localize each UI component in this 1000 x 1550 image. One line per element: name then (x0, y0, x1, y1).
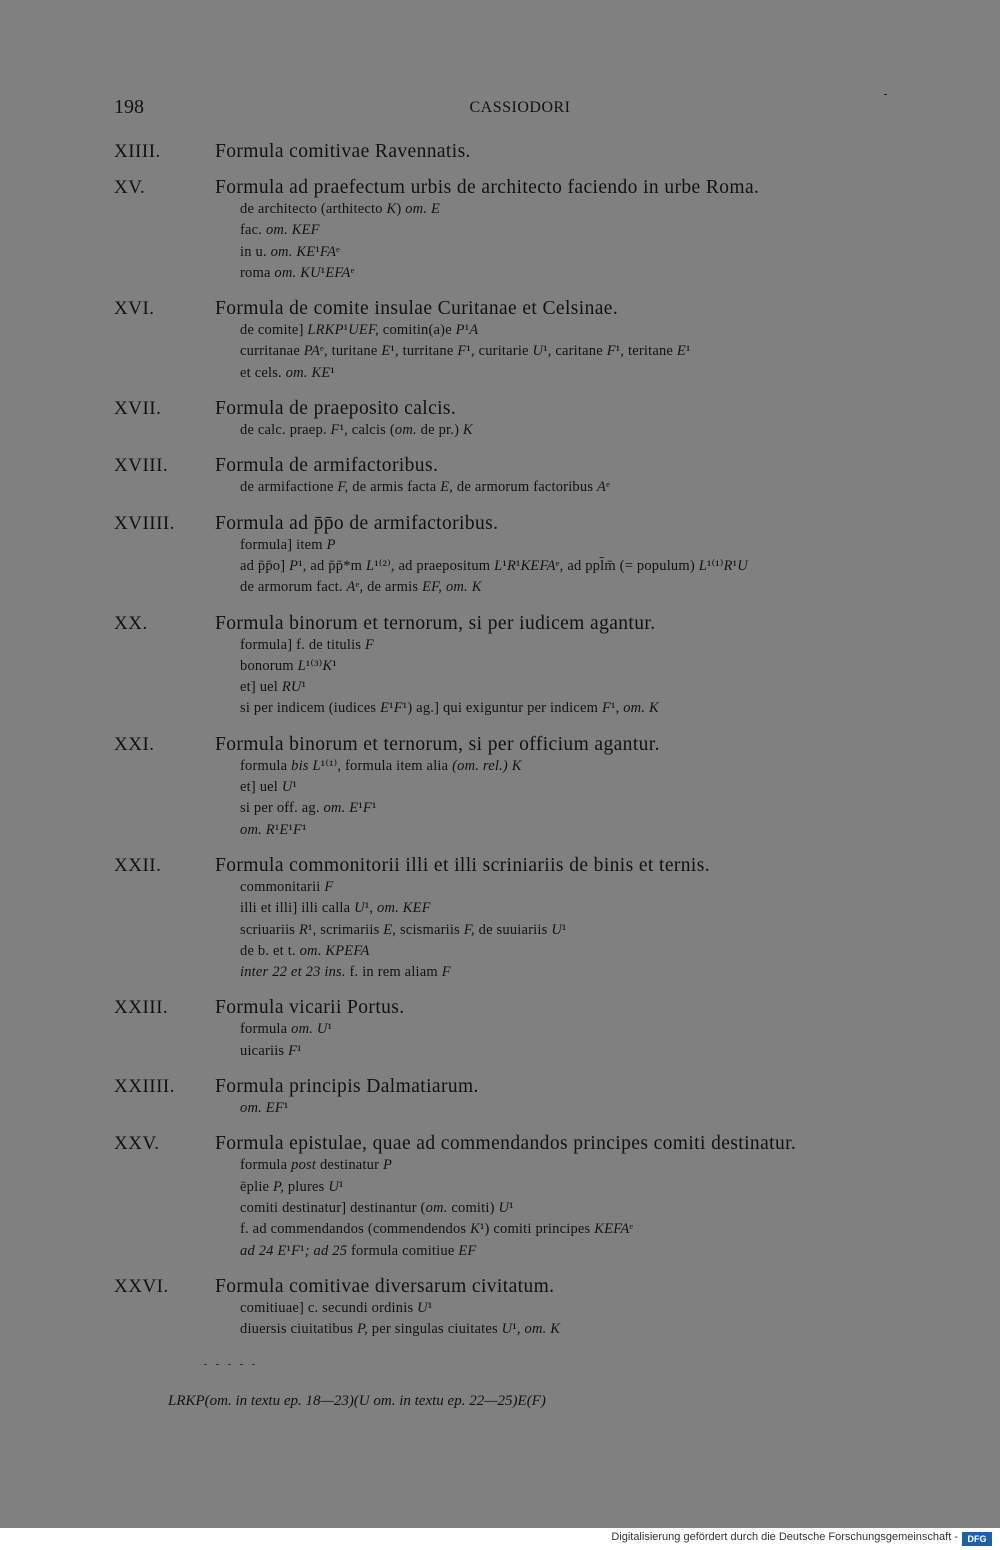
entry-heading (114, 398, 944, 420)
apparatus-line: de architecto (arthitecto K) om. E (240, 201, 441, 217)
apparatus-line: ēplie P, plures U¹ (240, 1178, 344, 1195)
entry-numeral: XXVI. (114, 1275, 169, 1297)
apparatus-line: de calc. praep. F¹, calcis (om. de pr.) K (240, 422, 473, 439)
entry-numeral: XXIIII. (114, 1076, 176, 1098)
entry-title: Formula epistulae, quae ad commendandos principes comiti destinatur. (215, 1133, 797, 1155)
entry-numeral: XX. (114, 612, 148, 634)
apparatus-line: formula] f. de titulis F (240, 636, 375, 653)
apparatus-line: formula post destinatur P (240, 1157, 393, 1174)
apparatus-notes (240, 420, 944, 441)
formula-entry (114, 1133, 944, 1261)
entry-numeral: XXI. (114, 733, 155, 755)
formula-entry (114, 298, 944, 384)
apparatus-notes (240, 1155, 944, 1261)
apparatus-line: in u. om. KE¹FAᵉ (240, 243, 341, 260)
entry-heading (114, 613, 944, 635)
apparatus-line: et] uel U¹ (240, 779, 298, 796)
credit-text: Digitalisierung gefördert durch die Deutsche Forschungsgemeinschaft - (611, 1531, 958, 1543)
apparatus-line: de armifactione F, de armis facta E, de armorum factoribus Aᵉ (240, 479, 610, 496)
entry-heading (114, 1133, 944, 1155)
entry-heading (114, 298, 944, 320)
formula-entry (114, 855, 944, 983)
apparatus-line: si per off. ag. om. E¹F¹ (240, 800, 377, 817)
entry-title: Formula de praeposito calcis. (215, 398, 457, 420)
entry-title: Formula binorum et ternorum, si per iudicem agantur. (215, 612, 656, 634)
apparatus-line: f. ad commendandos (commendendos K¹) comiti principes KEFAᵉ (240, 1221, 634, 1238)
entry-numeral: XVII. (114, 398, 162, 420)
apparatus-line: de comite] LRKP¹UEF, comitin(a)e P¹A (240, 322, 479, 339)
formula-entry (114, 177, 944, 284)
formula-entry (114, 455, 944, 498)
apparatus-notes (240, 1019, 944, 1062)
entry-title: Formula commonitorii illi et illi scriniariis de binis et ternis. (215, 854, 711, 876)
apparatus-line: formula bis L¹⁽¹⁾, formula item alia (om. rel.) K (240, 757, 522, 774)
formula-entry (114, 734, 944, 841)
formula-list (114, 141, 944, 1354)
entry-heading (114, 141, 944, 163)
entry-title: Formula principis Dalmatiarum. (215, 1076, 479, 1098)
apparatus-line: inter 22 et 23 ins. f. in rem aliam F (240, 964, 451, 981)
apparatus-notes (240, 635, 944, 720)
apparatus-notes (240, 1098, 944, 1119)
apparatus-line: commonitarii F (240, 878, 334, 895)
entry-numeral: XXIII. (114, 997, 169, 1019)
entry-title: Formula binorum et ternorum, si per officium agantur. (215, 733, 660, 755)
apparatus-notes (240, 477, 944, 498)
apparatus-line: curritanae PAᵉ, turitane E¹, turritane F¹, curitarie U¹, caritane F¹, teritane E¹ (240, 343, 691, 360)
entry-title: Formula comitivae diversarum civitatum. (215, 1275, 555, 1297)
footer-note: LRKP(om. in textu ep. 18—23)(U om. in textu ep. 22—25)E(F) (168, 1393, 546, 1409)
apparatus-line: bonorum L¹⁽³⁾K¹ (240, 657, 337, 674)
apparatus-notes (240, 199, 944, 284)
apparatus-line: et cels. om. KE¹ (240, 364, 335, 381)
entry-title: Formula de armifactoribus. (215, 455, 439, 477)
apparatus-notes (240, 756, 944, 841)
apparatus-line: formula om. U¹ (240, 1021, 333, 1038)
page-number: 198 (114, 96, 144, 118)
apparatus-line: ad p̄p̄o] P¹, ad p̄p̄*m L¹⁽²⁾, ad praepositum L¹R¹KEFAᵉ, ad ppl̄m̄ (= populum) L¹⁽¹⁾R¹U (240, 557, 748, 574)
entry-numeral: XXV. (114, 1133, 160, 1155)
entry-title: Formula vicarii Portus. (215, 997, 405, 1019)
formula-entry (114, 513, 944, 599)
entry-heading (114, 997, 944, 1019)
formula-entry (114, 1076, 944, 1119)
dfg-logo-icon[interactable]: DFG (962, 1532, 992, 1546)
formula-entry (114, 997, 944, 1062)
entry-title: Formula ad praefectum urbis de architecto faciendo in urbe Roma. (215, 177, 760, 198)
running-head: CASSIODORI (469, 99, 571, 116)
entry-numeral: XXII. (114, 854, 162, 876)
entry-title: Formula ad p̄p̄o de armifactoribus. (215, 512, 499, 534)
formula-entry (114, 613, 944, 720)
credit-bar (0, 1528, 1000, 1550)
apparatus-line: roma om. KU¹EFAᵉ (240, 264, 355, 281)
entry-heading (114, 1076, 944, 1098)
apparatus-line: et] uel RU¹ (240, 679, 307, 696)
apparatus-line: de b. et t. om. KPEFA (240, 942, 370, 959)
apparatus-line: fac. om. KEF (240, 222, 320, 239)
apparatus-notes (240, 1298, 944, 1341)
entry-title: Formula comitivae Ravennatis. (215, 141, 471, 162)
apparatus-line: ad 24 E¹F¹; ad 25 formula comitiue EF (240, 1242, 477, 1259)
apparatus-notes (240, 535, 944, 599)
entry-heading (114, 177, 944, 199)
formula-entry (114, 1276, 944, 1341)
entry-numeral: XV. (114, 177, 146, 198)
apparatus-line: comiti destinatur] destinantur (om. comiti) U¹ (240, 1199, 514, 1216)
entry-heading (114, 855, 944, 877)
scan-speck (884, 94, 887, 95)
apparatus-line: scriuariis R¹, scrimariis E, scismariis F, de suuiariis U¹ (240, 921, 567, 938)
entry-numeral: XVIIII. (114, 512, 176, 534)
apparatus-line: om. EF¹ (240, 1100, 289, 1117)
divider (204, 1364, 264, 1365)
entry-title: Formula de comite insulae Curitanae et Celsinae. (215, 298, 619, 320)
apparatus-line: illi et illi] illi calla U¹, om. KEF (240, 900, 431, 917)
entry-numeral: XVIII. (114, 455, 169, 477)
apparatus-line: formula] item P (240, 536, 336, 553)
entry-numeral: XVI. (114, 298, 155, 320)
formula-entry (114, 141, 944, 163)
entry-numeral: XIIII. (114, 141, 161, 162)
apparatus-notes (240, 877, 944, 983)
apparatus-line: uicariis F¹ (240, 1042, 302, 1059)
apparatus-line: si per indicem (iudices E¹F¹) ag.] qui exiguntur per indicem F¹, om. K (240, 700, 659, 717)
entry-heading (114, 734, 944, 756)
entry-heading (114, 513, 944, 535)
apparatus-line: om. R¹E¹F¹ (240, 821, 307, 838)
apparatus-line: de armorum fact. Aᵉ, de armis EF, om. K (240, 579, 482, 596)
formula-entry (114, 398, 944, 441)
apparatus-notes (240, 320, 944, 384)
apparatus-line: comitiuae] c. secundi ordinis U¹ (240, 1299, 433, 1316)
entry-heading (114, 455, 944, 477)
entry-heading (114, 1276, 944, 1298)
apparatus-line: diuersis ciuitatibus P, per singulas ciuitates U¹, om. K (240, 1321, 561, 1338)
